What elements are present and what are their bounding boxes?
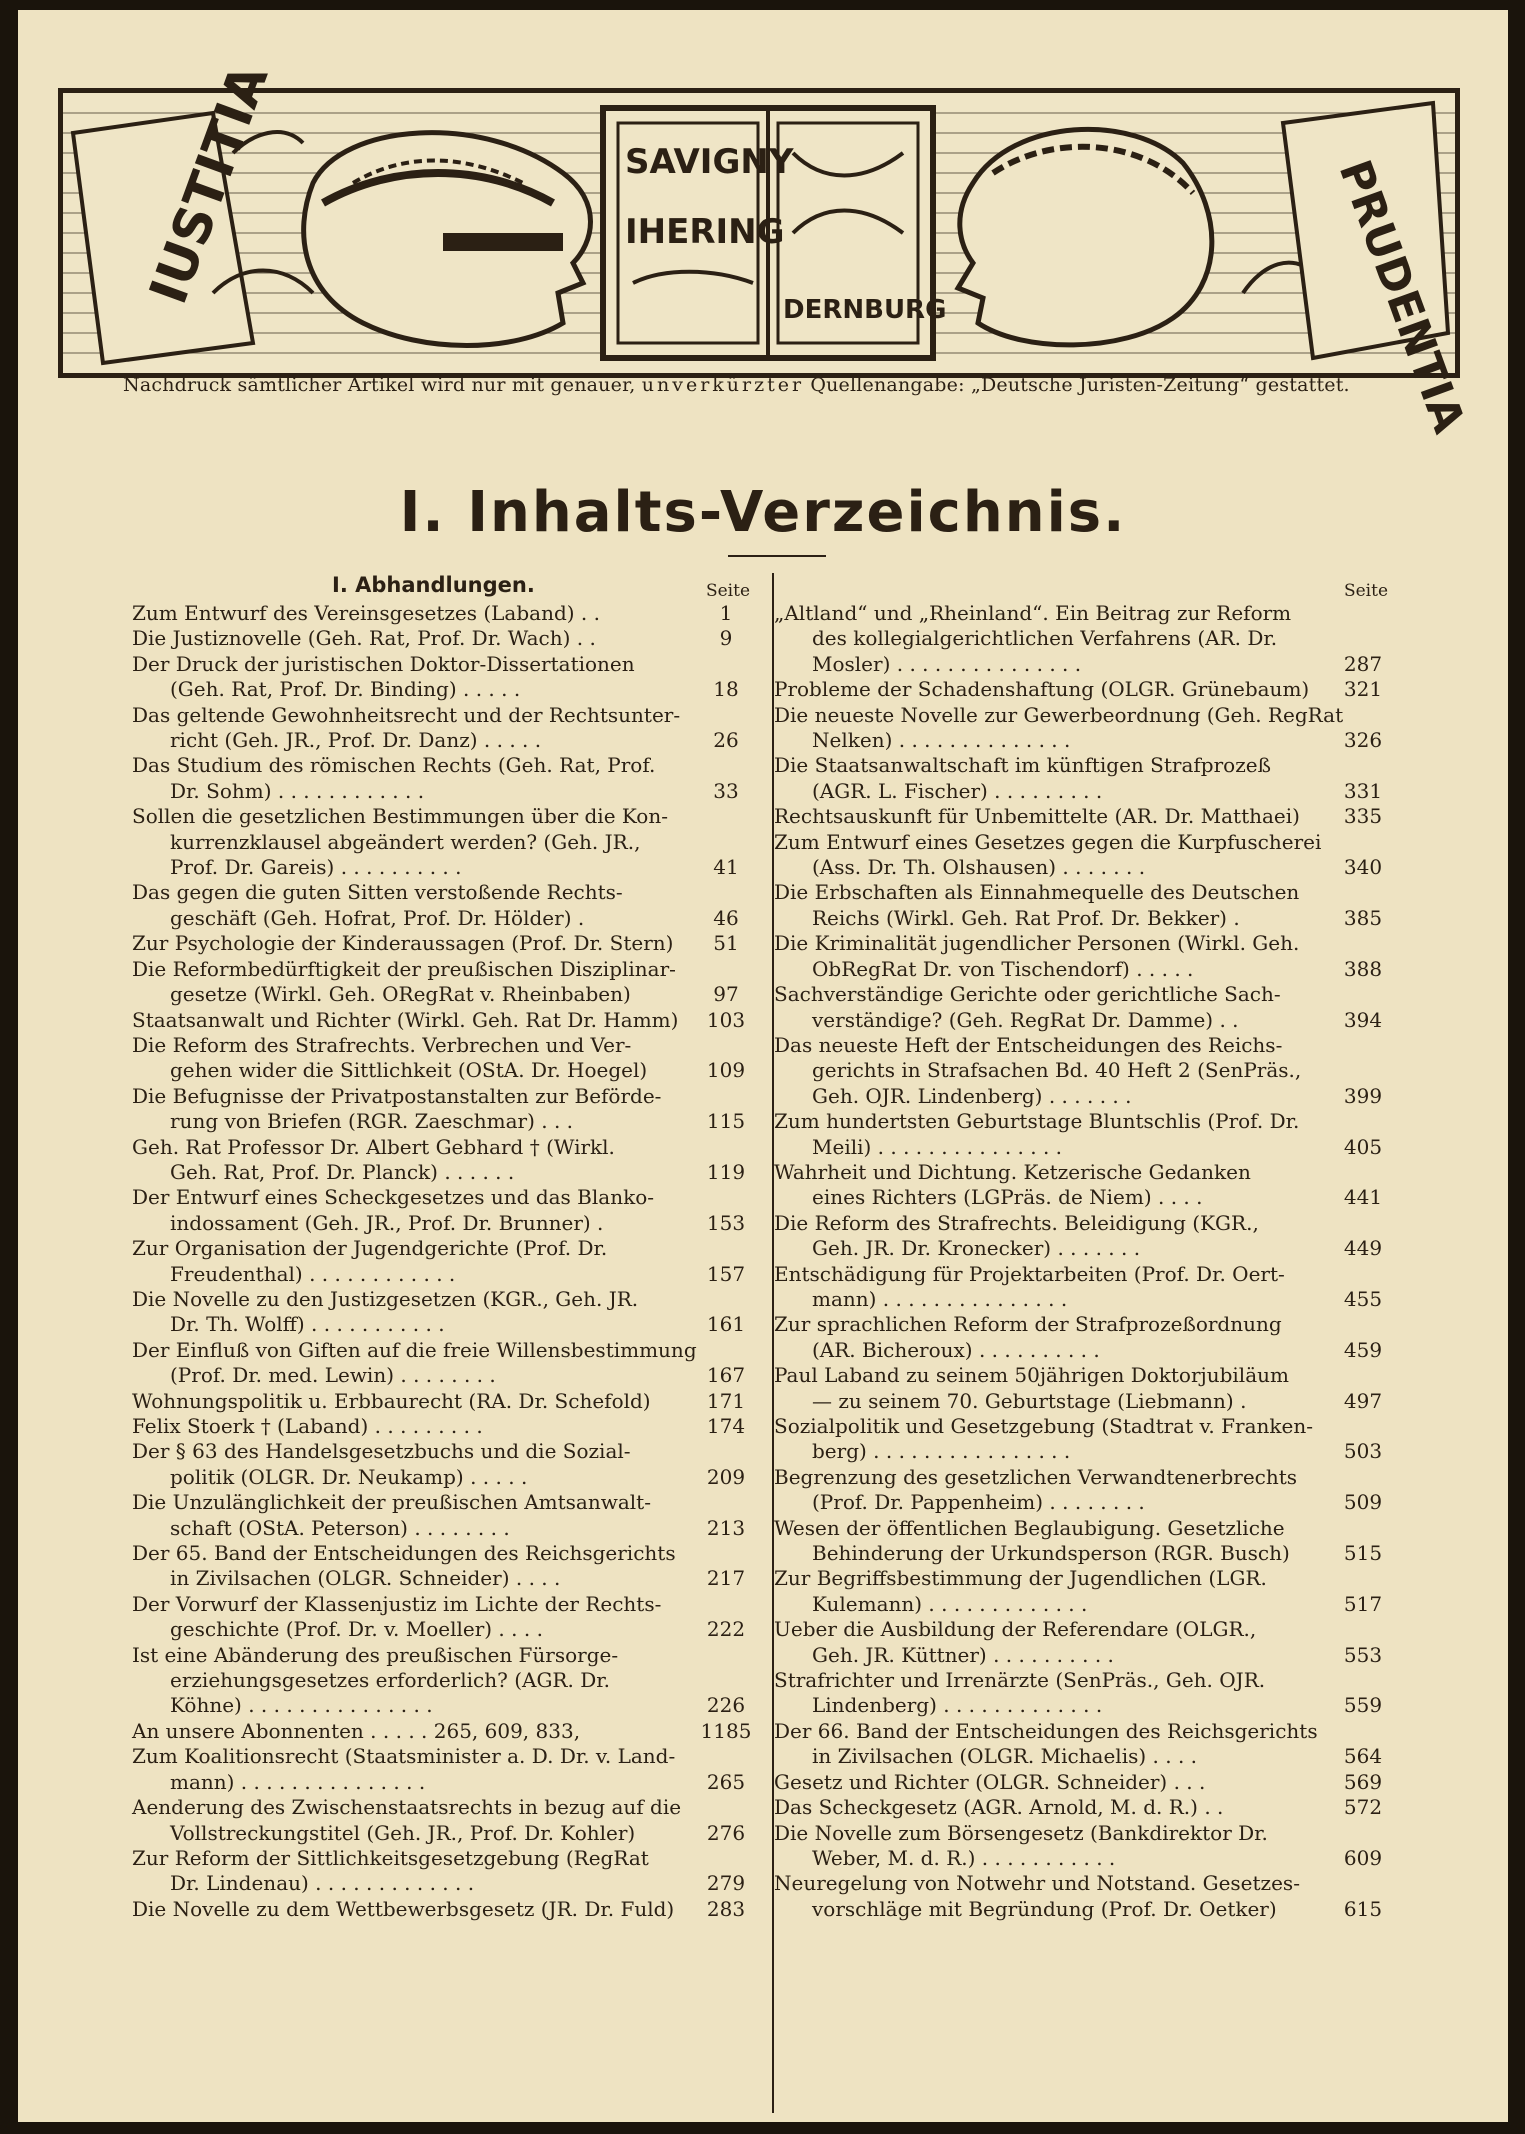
toc-entry (774, 1871, 1394, 1922)
entry-title-line: Zur sprachlichen Reform der Strafprozeßordnung (774, 1312, 1282, 1337)
entry-continuation-line: vorschläge mit Begründung (Prof. Dr. Oetker) (812, 1896, 1277, 1921)
entry-title-line: Der Einfluß von Giften auf die freie Willensbestimmung (132, 1337, 697, 1362)
entry-title-line: Das Studium des römischen Rechts (Geh. Rat, Prof. (132, 753, 656, 778)
right-entry-list (774, 601, 1394, 1922)
toc-entry (774, 931, 1394, 982)
entry-title-line: Die Staatsanwaltschaft im künftigen Strafprozeß (774, 753, 1271, 778)
entry-title-line: Probleme der Schadenshaftung (OLGR. Grünebaum) (774, 677, 1310, 702)
seite-label: Seite (705, 581, 751, 601)
toc-entry (774, 982, 1394, 1033)
entry-page-number: 217 (706, 1566, 746, 1591)
entry-title-line: Gesetz und Richter (OLGR. Schneider) . . . (774, 1769, 1206, 1794)
entry-page-number: 46 (713, 905, 739, 930)
toc-entry (774, 1312, 1394, 1363)
entry-title-line: Sachverständige Gerichte oder gerichtliche Sach- (774, 982, 1281, 1007)
entry-continuation-line: Nelken) . . . . . . . . . . . . . . (812, 728, 1071, 753)
toc-entry (132, 957, 756, 1008)
entry-title-line: Der Vorwurf der Klassenjustiz im Lichte der Rechts- (132, 1591, 662, 1616)
entry-continuation-line: mann) . . . . . . . . . . . . . . . (812, 1286, 1068, 1311)
entry-continuation-line: Freudenthal) . . . . . . . . . . . . (170, 1261, 456, 1286)
toc-entry (774, 753, 1394, 804)
entry-continuation-line: (AR. Bicheroux) . . . . . . . . . . (812, 1337, 1100, 1362)
toc-entry (132, 1414, 756, 1439)
entry-continuation-line: eines Richters (LGPräs. de Niem) . . . . (812, 1185, 1203, 1210)
entry-page-number: 503 (1343, 1439, 1383, 1464)
entry-title-line: Das geltende Gewohnheitsrecht und der Rechtsunter- (132, 702, 681, 727)
entry-continuation-line: (Ass. Dr. Th. Olshausen) . . . . . . . (812, 855, 1146, 880)
toc-entry (774, 1414, 1394, 1465)
entry-page-number: 115 (706, 1109, 746, 1134)
toc-entry (132, 1338, 756, 1389)
toc-entry (132, 1643, 756, 1719)
toc-entry (132, 1541, 756, 1592)
entry-page-number: 265 (706, 1769, 746, 1794)
entry-title-line: Die Justiznovelle (Geh. Rat, Prof. Dr. Wach) . . (132, 626, 596, 651)
entry-continuation-line: — zu seinem 70. Geburtstage (Liebmann) . (812, 1388, 1247, 1413)
entry-page-number: 335 (1343, 804, 1383, 829)
entry-continuation-line: in Zivilsachen (OLGR. Schneider) . . . . (170, 1566, 561, 1591)
entry-page-number: 9 (719, 626, 733, 651)
toc-entry (132, 1592, 756, 1643)
toc-entry (774, 677, 1394, 702)
entry-page-number: 399 (1343, 1083, 1383, 1108)
entry-page-number: 213 (706, 1515, 746, 1540)
entry-title-line: Zum hundertsten Geburtstage Bluntschlis (Prof. Dr. (774, 1109, 1300, 1134)
book-name-savigny: SAVIGNY (625, 142, 794, 182)
toc-entry (132, 931, 756, 956)
entry-continuation-line: Dr. Lindenau) . . . . . . . . . . . . . (170, 1871, 475, 1896)
entry-page-number: 287 (1343, 651, 1383, 676)
entry-title-line: Ueber die Ausbildung der Referendare (OLGR., (774, 1617, 1257, 1642)
title-rule (728, 555, 826, 557)
entry-title-line: Felix Stoerk † (Laband) . . . . . . . . . (132, 1414, 483, 1438)
entry-title-line: Zur Organisation der Jugendgerichte (Prof. Dr. (132, 1236, 608, 1261)
entry-title-line: Geh. Rat Professor Dr. Albert Gebhard † (Wirkl. (132, 1134, 615, 1159)
reprint-notice (123, 374, 1423, 396)
entry-title-line: Der 66. Band der Entscheidungen des Reichsgerichts (774, 1718, 1318, 1743)
entry-title-line: Die Kriminalität jugendlicher Personen (Wirkl. Geh. (774, 931, 1300, 956)
entry-page-number: 497 (1343, 1388, 1383, 1413)
toc-entry (774, 1617, 1394, 1668)
entry-title-line: Die Novelle zu dem Wettbewerbsgesetz (JR. Dr. Fuld) (132, 1896, 675, 1921)
entry-page-number: 572 (1343, 1795, 1383, 1820)
entry-title-line: Neuregelung von Notwehr und Notstand. Gesetzes- (774, 1871, 1300, 1896)
entry-page-number: 222 (706, 1617, 746, 1642)
entry-title-line: Rechtsauskunft für Unbemittelte (AR. Dr. Matthaei) (774, 804, 1300, 829)
entry-continuation-line: Behinderung der Urkundsperson (RGR. Busch) (812, 1541, 1290, 1566)
entry-continuation-line: gesetze (Wirkl. Geh. ORegRat v. Rheinbaben) (170, 982, 631, 1007)
entry-continuation-line: Prof. Dr. Gareis) . . . . . . . . . . (170, 855, 462, 880)
entry-continuation-line: gerichts in Strafsachen Bd. 40 Heft 2 (SenPräs., (812, 1058, 1302, 1083)
entry-page-number: 279 (706, 1871, 746, 1896)
section-heading: I. Abhandlungen. (332, 573, 535, 597)
entry-continuation-line: rung von Briefen (RGR. Zaeschmar) . . . (170, 1109, 574, 1134)
toc-entry (132, 1287, 756, 1338)
notice-text-end: Quellenangabe: „Deutsche Juristen-Zeitung“ gestattet. (810, 374, 1350, 396)
entry-title-line: Zur Reform der Sittlichkeitsgesetzgebung (RegRat (132, 1845, 649, 1870)
entry-continuation-line: schaft (OStA. Peterson) . . . . . . . . (170, 1515, 510, 1540)
toc-entry (774, 880, 1394, 931)
right-column-header (774, 573, 1394, 601)
entry-continuation-line: Lindenberg) . . . . . . . . . . . . . (812, 1693, 1103, 1718)
entry-title-line: Die Reform des Strafrechts. Verbrechen und Ver- (132, 1032, 632, 1057)
entry-page-number: 509 (1343, 1490, 1383, 1515)
toc-entry (774, 1795, 1394, 1820)
toc-entry (774, 1566, 1394, 1617)
entry-title-line: Die Reform des Strafrechts. Beleidigung (KGR., (774, 1210, 1259, 1235)
entry-title-line: Sozialpolitik und Gesetzgebung (Stadtrat v. Franken- (774, 1414, 1313, 1438)
left-scroll (73, 57, 280, 363)
entry-continuation-line: Kulemann) . . . . . . . . . . . . . (812, 1591, 1088, 1616)
toc-entry (132, 626, 756, 651)
toc-entry (132, 703, 756, 754)
entry-page-number: 167 (706, 1363, 746, 1388)
toc-entry (132, 880, 756, 931)
entry-page-number: 1 (719, 601, 733, 625)
entry-page-number: 609 (1343, 1845, 1383, 1870)
toc-entry (132, 1135, 756, 1186)
entry-page-number: 441 (1343, 1185, 1383, 1210)
entry-continuation-line: Köhne) . . . . . . . . . . . . . . . (170, 1693, 433, 1718)
entry-page-number: 515 (1343, 1541, 1383, 1566)
entry-page-number: 157 (706, 1261, 746, 1286)
toc-entry (132, 1236, 756, 1287)
entry-continuation-line: Dr. Th. Wolff) . . . . . . . . . . . (170, 1312, 445, 1337)
entry-title-line: Begrenzung des gesetzlichen Verwandtenerbrechts (774, 1464, 1298, 1489)
entry-title-line: Der Druck der juristischen Doktor-Dissertationen (132, 651, 635, 676)
entry-title-line: Die Befugnisse der Privatpostanstalten zur Beförde- (132, 1083, 662, 1108)
entry-title-line: Die Erbschaften als Einnahmequelle des Deutschen (774, 880, 1300, 905)
toc-entry (132, 601, 756, 626)
entry-page-number: 394 (1343, 1007, 1383, 1032)
right-column (774, 573, 1394, 1922)
entry-continuation-line: kurrenzklausel abgeändert werden? (Geh. JR., (170, 829, 641, 854)
entry-title-line: Der Entwurf eines Scheckgesetzes und das Blanko- (132, 1185, 654, 1210)
entry-page-number: 455 (1343, 1286, 1383, 1311)
entry-page-number: 1185 (700, 1718, 752, 1743)
entry-page-number: 97 (713, 982, 739, 1007)
entry-page-number: 559 (1343, 1693, 1383, 1718)
toc-entry (132, 1389, 756, 1414)
entry-page-number: 388 (1343, 956, 1383, 981)
entry-title-line: An unsere Abonnenten . . . . . 265, 609, 833, (132, 1718, 581, 1743)
toc-entry (774, 1821, 1394, 1872)
entry-continuation-line: Geh. Rat, Prof. Dr. Planck) . . . . . . (170, 1159, 515, 1184)
entry-page-number: 51 (713, 931, 739, 956)
entry-title-line: Die neueste Novelle zur Gewerbeordnung (Geh. RegRat (774, 702, 1344, 727)
entry-title-line: Die Unzulänglichkeit der preußischen Amtsanwalt- (132, 1490, 651, 1515)
entry-continuation-line: (Prof. Dr. Pappenheim) . . . . . . . . (812, 1490, 1145, 1515)
entry-continuation-line: berg) . . . . . . . . . . . . . . . . (812, 1439, 1071, 1464)
entry-continuation-line: des kollegialgerichtlichen Verfahrens (AR. Dr. (812, 626, 1278, 651)
entry-page-number: 615 (1343, 1896, 1383, 1921)
toc-entry (132, 652, 756, 703)
book-name-ihering: IHERING (625, 212, 785, 252)
entry-page-number: 569 (1343, 1769, 1383, 1794)
toc-entry (774, 830, 1394, 881)
toc-entry (774, 1033, 1394, 1109)
entry-continuation-line: Mosler) . . . . . . . . . . . . . . . (812, 651, 1082, 676)
toc-entry (132, 1084, 756, 1135)
entry-page-number: 171 (706, 1388, 746, 1413)
entry-continuation-line: Vollstreckungstitel (Geh. JR., Prof. Dr. Kohler) (170, 1820, 636, 1845)
toc-entry (774, 1465, 1394, 1516)
toc-entry (132, 804, 756, 880)
entry-title-line: Zur Begriffsbestimmung der Jugendlichen (LGR. (774, 1566, 1267, 1591)
toc-entry (774, 1516, 1394, 1567)
entry-page-number: 326 (1343, 728, 1383, 753)
entry-page-number: 331 (1343, 778, 1383, 803)
entry-continuation-line: Dr. Sohm) . . . . . . . . . . . . (170, 778, 425, 803)
toc-entry (774, 1668, 1394, 1719)
entry-continuation-line: (Prof. Dr. med. Lewin) . . . . . . . . (170, 1363, 496, 1388)
entry-continuation-line: (Geh. Rat, Prof. Dr. Binding) . . . . . (170, 677, 521, 702)
entry-continuation-line: Weber, M. d. R.) . . . . . . . . . . . (812, 1845, 1116, 1870)
left-entry-list (132, 601, 756, 1922)
entry-page-number: 405 (1343, 1134, 1383, 1159)
entry-title-line: Zum Entwurf des Vereinsgesetzes (Laband) . . (132, 601, 600, 625)
entry-page-number: 33 (713, 778, 739, 803)
notice-text-start: Nachdruck sämtlicher Artikel wird nur mit genauer, (123, 374, 636, 396)
entry-continuation-line: verständige? (Geh. RegRat Dr. Damme) . . (812, 1007, 1239, 1032)
entry-page-number: 449 (1343, 1236, 1383, 1261)
entry-page-number: 283 (706, 1896, 746, 1921)
entry-title-line: „Altland“ und „Rheinland“. Ein Beitrag zur Reform (774, 601, 1292, 625)
entry-page-number: 553 (1343, 1642, 1383, 1667)
toc-entry (132, 1897, 756, 1922)
entry-continuation-line: gehen wider die Sittlichkeit (OStA. Dr. Hoegel) (170, 1058, 648, 1083)
toc-entry (774, 1363, 1394, 1414)
entry-title-line: Aenderung des Zwischenstaatsrechts in bezug auf die (132, 1795, 682, 1820)
toc-entry (132, 1719, 756, 1744)
book-name-dernburg: DERNBURG (783, 295, 947, 325)
entry-title-line: Die Novelle zum Börsengesetz (Bankdirektor Dr. (774, 1820, 1268, 1845)
entry-continuation-line: Geh. JR. Dr. Kronecker) . . . . . . . (812, 1236, 1141, 1261)
toc-entry (132, 1033, 756, 1084)
entry-continuation-line: in Zivilsachen (OLGR. Michaelis) . . . . (812, 1744, 1198, 1769)
entry-continuation-line: geschäft (Geh. Hofrat, Prof. Dr. Hölder) . (170, 905, 585, 930)
page (18, 10, 1508, 2122)
entry-page-number: 459 (1343, 1337, 1383, 1362)
toc-entry (132, 1795, 756, 1846)
entry-continuation-line: indossament (Geh. JR., Prof. Dr. Brunner) . (170, 1210, 604, 1235)
page-title: I. Inhalts-Verzeichnis. (399, 480, 1127, 545)
entry-title-line: Wesen der öffentlichen Beglaubigung. Gesetzliche (774, 1515, 1285, 1540)
entry-page-number: 18 (713, 677, 739, 702)
toc-entry (132, 1490, 756, 1541)
entry-continuation-line: Meili) . . . . . . . . . . . . . . . (812, 1134, 1063, 1159)
entry-title-line: Zum Koalitionsrecht (Staatsminister a. D. Dr. v. Land- (132, 1744, 676, 1769)
entry-page-number: 276 (706, 1820, 746, 1845)
center-book (603, 108, 946, 358)
prudentia-label: PRUDENTIA (1328, 153, 1475, 440)
entry-title-line: Der § 63 des Handelsgesetzbuchs und die Sozial- (132, 1439, 631, 1464)
entry-page-number: 26 (713, 728, 739, 753)
iustitia-label: IUSTITIA (138, 57, 281, 312)
toc-entry (774, 1262, 1394, 1313)
entry-page-number: 174 (706, 1414, 746, 1438)
entry-continuation-line: richt (Geh. JR., Prof. Dr. Danz) . . . . . (170, 728, 542, 753)
entry-title-line: Ist eine Abänderung des preußischen Fürsorge- (132, 1642, 619, 1667)
entry-continuation-line: (AGR. L. Fischer) . . . . . . . . . (812, 778, 1103, 803)
entry-page-number: 517 (1343, 1591, 1383, 1616)
toc-entry (132, 753, 756, 804)
entry-page-number: 103 (706, 1007, 746, 1032)
entry-title-line: Zum Entwurf eines Gesetzes gegen die Kurpfuscherei (774, 829, 1322, 854)
toc-entry (132, 1744, 756, 1795)
toc-entry (132, 1846, 756, 1897)
left-column (132, 573, 756, 1922)
entry-page-number: 321 (1343, 677, 1383, 702)
entry-page-number: 564 (1343, 1744, 1383, 1769)
entry-title-line: Das gegen die guten Sitten verstoßende Rechts- (132, 880, 623, 905)
notice-text-spaced: unverkürzter (641, 374, 805, 396)
entry-continuation-line: Reichs (Wirkl. Geh. Rat Prof. Dr. Bekker) . (812, 905, 1240, 930)
entry-page-number: 119 (706, 1159, 746, 1184)
entry-title-line: Das Scheckgesetz (AGR. Arnold, M. d. R.) . . (774, 1795, 1224, 1820)
entry-continuation-line: mann) . . . . . . . . . . . . . . . (170, 1769, 426, 1794)
entry-title-line: Das neueste Heft der Entscheidungen des Reichs- (774, 1032, 1283, 1057)
entry-title-line: Wohnungspolitik u. Erbbaurecht (RA. Dr. Schefold) (132, 1388, 651, 1413)
seite-label: Seite (1343, 581, 1389, 601)
entry-page-number: 340 (1343, 855, 1383, 880)
entry-page-number: 109 (706, 1058, 746, 1083)
entry-page-number: 226 (706, 1693, 746, 1718)
entry-title-line: Die Novelle zu den Justizgesetzen (KGR., Geh. JR. (132, 1286, 639, 1311)
toc-entry (774, 1211, 1394, 1262)
toc-entry (774, 1770, 1394, 1795)
entry-title-line: Staatsanwalt und Richter (Wirkl. Geh. Rat Dr. Hamm) (132, 1007, 679, 1032)
toc-entry (774, 703, 1394, 754)
entry-continuation-line: geschichte (Prof. Dr. v. Moeller) . . . . (170, 1617, 543, 1642)
entry-continuation-line: Geh. JR. Küttner) . . . . . . . . . . (812, 1642, 1114, 1667)
entry-title-line: Die Reformbedürftigkeit der preußischen Disziplinar- (132, 956, 676, 981)
entry-page-number: 153 (706, 1210, 746, 1235)
entry-continuation-line: erziehungsgesetzes erforderlich? (AGR. Dr. (170, 1668, 610, 1693)
toc-entry (132, 1185, 756, 1236)
toc-entry (774, 1160, 1394, 1211)
toc-entry (132, 1008, 756, 1033)
entry-continuation-line: ObRegRat Dr. von Tischendorf) . . . . . (812, 956, 1194, 981)
toc-entry (774, 804, 1394, 829)
entry-continuation-line: politik (OLGR. Dr. Neukamp) . . . . . (170, 1464, 528, 1489)
entry-page-number: 209 (706, 1464, 746, 1489)
toc-entry (132, 1439, 756, 1490)
entry-continuation-line: Geh. OJR. Lindenberg) . . . . . . . (812, 1083, 1132, 1108)
entry-title-line: Strafrichter und Irrenärzte (SenPräs., Geh. OJR. (774, 1668, 1266, 1693)
toc-entry (774, 601, 1394, 677)
toc-entry (774, 1719, 1394, 1770)
left-column-header (132, 573, 756, 601)
toc-entry (774, 1109, 1394, 1160)
entry-title-line: Paul Laband zu seinem 50jährigen Doktorjubiläum (774, 1363, 1289, 1388)
entry-title-line: Wahrheit und Dichtung. Ketzerische Gedanken (774, 1159, 1251, 1184)
entry-title-line: Entschädigung für Projektarbeiten (Prof. Dr. Oert- (774, 1261, 1285, 1286)
entry-title-line: Sollen die gesetzlichen Bestimmungen über die Kon- (132, 804, 668, 829)
entry-title-line: Der 65. Band der Entscheidungen des Reichsgerichts (132, 1541, 676, 1566)
entry-title-line: Zur Psychologie der Kinderaussagen (Prof. Dr. Stern) (132, 931, 674, 956)
entry-page-number: 161 (706, 1312, 746, 1337)
entry-page-number: 41 (713, 855, 739, 880)
entry-page-number: 385 (1343, 905, 1383, 930)
